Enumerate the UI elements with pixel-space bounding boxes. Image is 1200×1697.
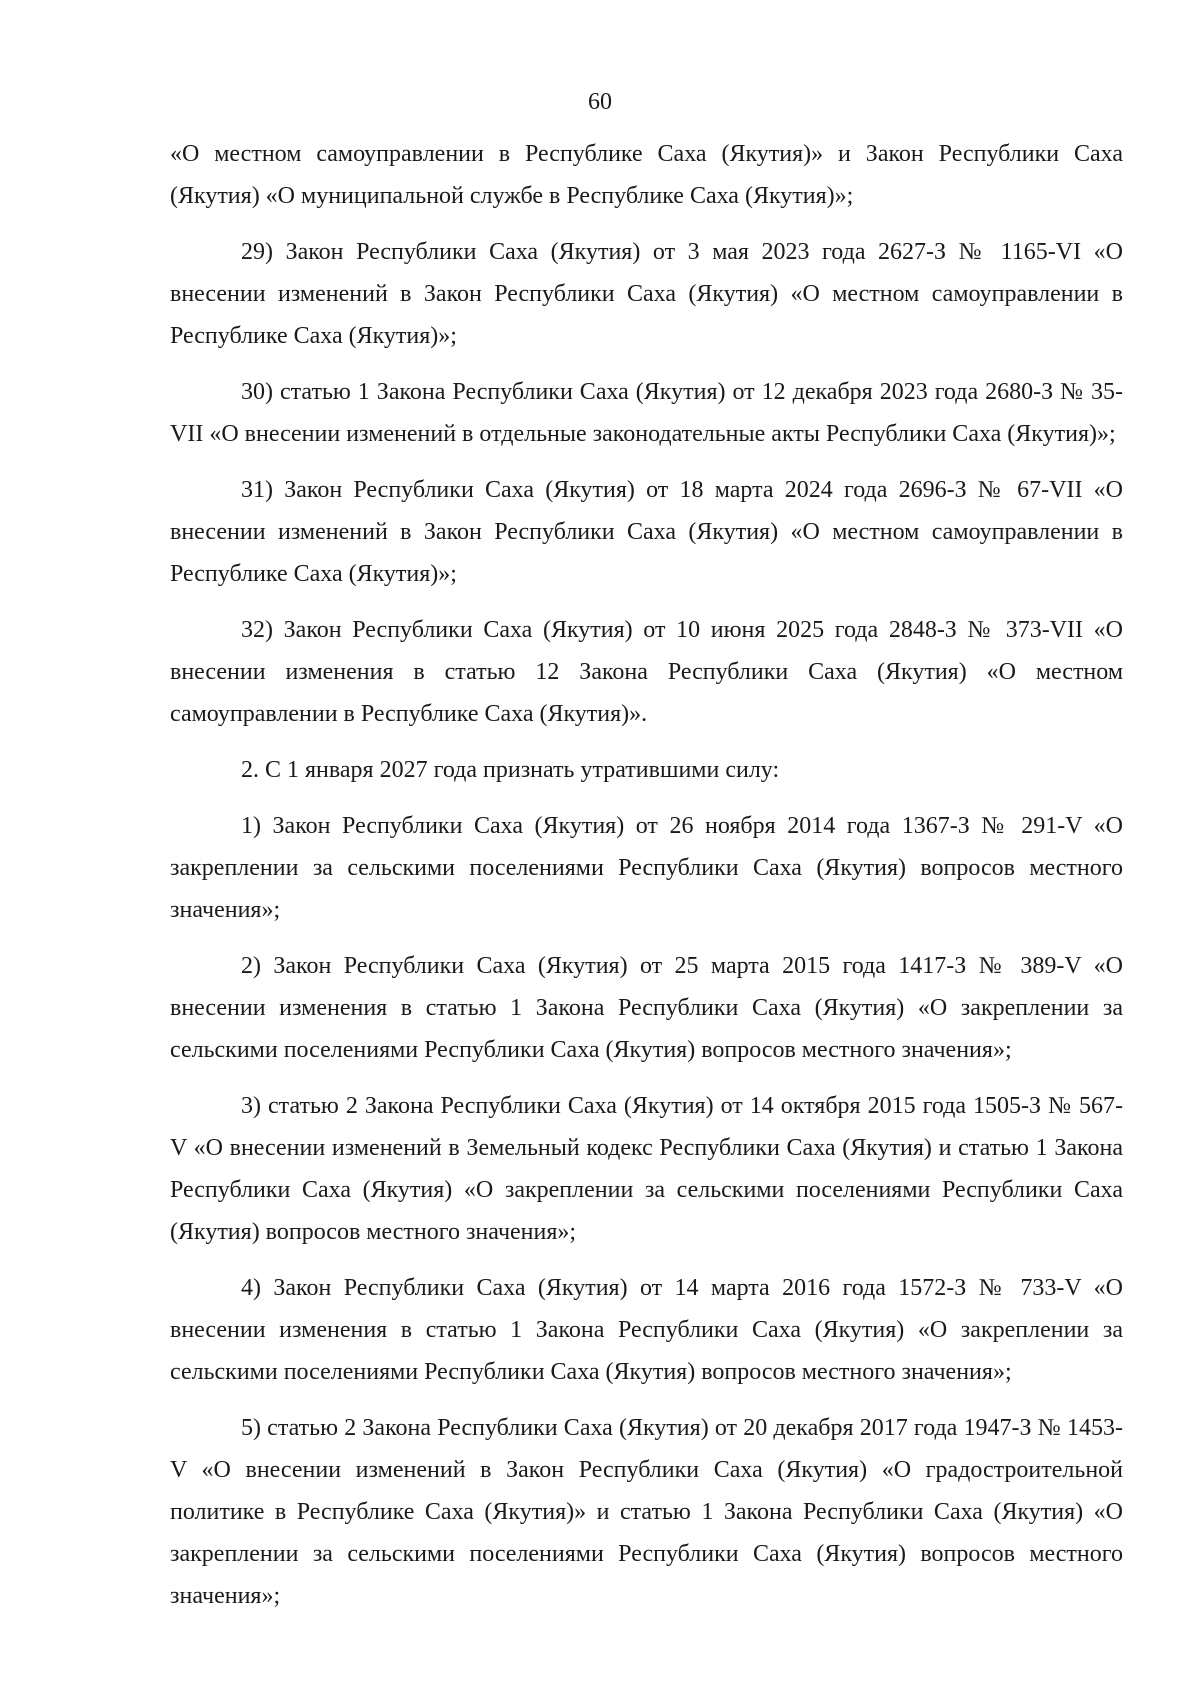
document-body (170, 133, 1123, 1631)
paragraph-section-2: 2. С 1 января 2027 года признать утратившими силу: (241, 757, 780, 783)
paragraph-item-5: 5) статью 2 Закона Республики Саха (Якутия) от 20 декабря 2017 года 1947-З № 1453-V «О внесении изменений в Закон Республики Саха (Якутия) «О градостроительной политике в Республике Саха (Якутия)» и статью 1 Закона Республики Саха (Якутия) «О закреплении за сельскими поселениями Республики Саха (Якутия) вопросов местного значения»; (170, 1415, 1123, 1609)
paragraph-item-30: 30) статью 1 Закона Республики Саха (Якутия) от 12 декабря 2023 года 2680-З № 35-VII «О внесении изменений в отдельные законодательные акты Республики Саха (Якутия)»; (170, 379, 1123, 447)
paragraph-item-4: 4) Закон Республики Саха (Якутия) от 14 марта 2016 года 1572-З № 733-V «О внесении изменения в статью 1 Закона Республики Саха (Якутия) «О закреплении за сельскими поселениями Республики Саха (Якутия) вопросов местного значения»; (170, 1275, 1123, 1385)
paragraph-item-1: 1) Закон Республики Саха (Якутия) от 26 ноября 2014 года 1367-З № 291-V «О закреплении за сельскими поселениями Республики Саха (Якутия) вопросов местного значения»; (170, 813, 1123, 923)
paragraph-item-31: 31) Закон Республики Саха (Якутия) от 18 марта 2024 года 2696-З № 67-VII «О внесении изменений в Закон Республики Саха (Якутия) «О местном самоуправлении в Республике Саха (Якутия)»; (170, 477, 1123, 587)
paragraph-item-3: 3) статью 2 Закона Республики Саха (Якутия) от 14 октября 2015 года 1505-З № 567-V «О внесении изменений в Земельный кодекс Республики Саха (Якутия) и статью 1 Закона Республики Саха (Якутия) «О закреплении за сельскими поселениями Республики Саха (Якутия) вопросов местного значения»; (170, 1093, 1123, 1245)
paragraph-item-2: 2) Закон Республики Саха (Якутия) от 25 марта 2015 года 1417-З № 389-V «О внесении изменения в статью 1 Закона Республики Саха (Якутия) «О закреплении за сельскими поселениями Республики Саха (Якутия) вопросов местного значения»; (170, 953, 1123, 1063)
paragraph-continued: «О местном самоуправлении в Республике Саха (Якутия)» и Закон Республики Саха (Якутия) «О муниципальной службе в Республике Саха (Якутия)»; (170, 141, 1123, 209)
paragraph-item-32: 32) Закон Республики Саха (Якутия) от 10 июня 2025 года 2848-З № 373-VII «О внесении изменения в статью 12 Закона Республики Саха (Якутия) «О местном самоуправлении в Республике Саха (Якутия)». (170, 617, 1123, 727)
paragraph-item-29: 29) Закон Республики Саха (Якутия) от 3 мая 2023 года 2627-З № 1165-VI «О внесении изменений в Закон Республики Саха (Якутия) «О местном самоуправлении в Республике Саха (Якутия)»; (170, 239, 1123, 349)
page-number: 60 (588, 89, 612, 115)
